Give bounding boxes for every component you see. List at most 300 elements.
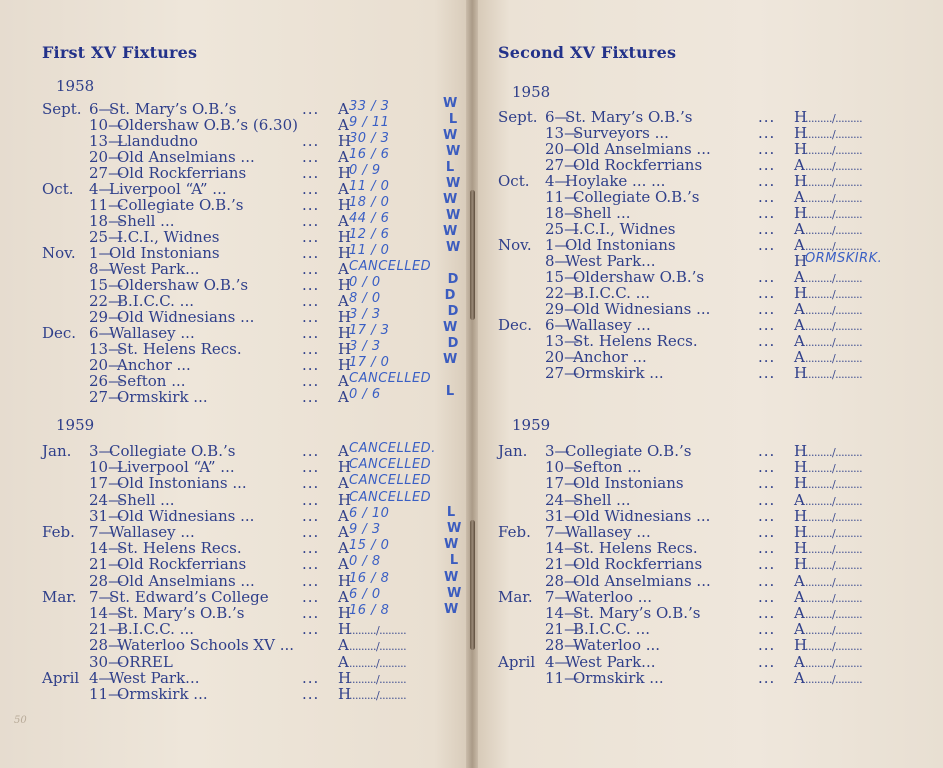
fixture-venue: H [794,555,808,574]
fixture-venue: H [794,284,808,302]
fixture-row [42,556,462,572]
fixture-venue: H [794,636,808,655]
fixture-month: Jan. [42,442,72,460]
fixture-row [498,589,898,605]
fixture-venue: A [794,668,805,687]
fixture-venue: A [794,300,805,318]
handwritten-result: 6 / 0 [349,586,381,602]
fixture-day: 28— [545,571,580,590]
result-blank-line: ........./......... [805,543,863,557]
result-letter: D [447,304,459,319]
fixture-row [498,189,898,205]
result-blank-line: ........./......... [349,624,407,638]
leader-dots: ... [302,587,320,606]
fixture-venue: A [338,506,349,525]
fixture-opponent: Old Instonians [109,244,220,262]
fixture-day: 13— [545,332,580,350]
fixture-row [42,670,462,686]
fixture-venue: A [338,292,349,310]
fixture-opponent: Old Widnesians ... [573,506,711,525]
fixture-opponent: Oldershaw O.B.’s [117,276,249,294]
fixture-row [498,125,898,141]
fixture-row [42,229,462,245]
result-letter: L [445,384,455,399]
fixture-day: 30— [89,652,124,671]
fixture-venue: A [338,180,349,198]
result-letter: L [449,553,459,569]
fixture-venue: A [794,236,805,254]
fixture-row [498,365,898,381]
fixture-venue: A [338,388,349,406]
handwritten-result: 9 / 3 [349,522,381,537]
result-letter: D [447,272,459,287]
fixture-row [498,109,898,125]
fixture-venue: H [338,571,352,590]
fixture-row [42,101,462,117]
fixture-venue: A [338,539,349,558]
fixture-opponent: Wallasey ... [109,324,195,342]
fixture-opponent: St. Helens Recs. [117,539,242,558]
leader-dots: ... [758,364,776,382]
fixture-row [42,373,462,389]
fixture-opponent: Old Instonians [565,236,676,254]
fixture-opponent: I.C.I., Widnes [573,220,676,238]
fixture-opponent: Wallasey ... [565,316,651,334]
fixture-month: April [42,668,80,687]
fixture-venue: A [794,316,805,334]
fixture-venue: A [338,442,349,460]
fixture-day: 20— [545,348,580,366]
fixture-month: Jan. [498,442,528,460]
fixture-day: 4— [89,668,114,687]
leader-dots: ... [758,571,776,590]
leader-dots: ... [758,172,776,190]
fixture-row [498,269,898,285]
fixture-day: 27— [545,364,580,382]
leader-dots: ... [302,100,320,118]
fixture-day: 6— [545,316,570,334]
fixture-opponent: Old Rockferrians [117,555,247,574]
first-xv-title: First XV Fixtures [42,43,198,62]
fixture-day: 4— [545,652,570,671]
handwritten-result: 18 / 0 [349,195,390,210]
leader-dots: ... [302,571,320,590]
handwritten-result: 17 / 0 [349,355,390,370]
fixture-day: 17— [545,474,580,493]
fixture-opponent: Old Rockferrians [117,164,247,182]
fixture-day: 10— [89,458,124,477]
leader-dots: ... [758,268,776,286]
fixture-day: 31— [545,506,580,525]
fixture-row [42,505,462,525]
booklet-spine [466,0,478,768]
fixture-day: 18— [545,204,580,222]
fixture-opponent: Ormskirk ... [117,388,208,406]
leader-dots: ... [302,340,320,358]
fixture-opponent: Sefton ... [117,372,186,390]
fixture-venue: H [338,196,352,214]
result-blank-line: ........./......... [805,608,863,621]
fixture-month: Sept. [498,108,538,126]
leader-dots: ... [302,228,320,246]
handwritten-result: 9 / 11 [349,115,390,130]
result-letter: D [447,336,459,351]
fixture-venue: H [794,140,808,158]
fixture-venue: A [794,571,805,590]
fixture-row [498,637,898,653]
fixture-day: 10— [545,458,580,477]
fixture-opponent: I.C.I., Widnes [117,228,220,246]
fixture-row [42,197,462,213]
fixture-opponent: Surveyors ... [573,124,669,142]
result-letter: L [445,160,455,175]
fixture-venue: A [338,523,349,541]
handwritten-result: 3 / 3 [349,307,381,322]
fixture-month: Mar. [498,587,533,606]
fixture-venue: A [338,212,349,230]
result-blank-line: ........./......... [805,304,863,317]
fixture-opponent: Collegiate O.B.’s [109,442,236,460]
fixture-row [42,524,462,540]
fixture-day: 21— [545,555,580,574]
leader-dots: ... [758,652,776,671]
handwritten-result: 12 / 6 [349,227,390,242]
leader-dots: ... [758,442,776,460]
fixture-venue: A [794,188,805,206]
fixture-row [42,686,462,702]
fixture-opponent: Shell ... [117,490,175,509]
fixture-opponent: Old Rockferrians [573,156,703,174]
fixture-row [498,540,898,556]
fixture-opponent: Liverpool “A” ... [109,180,227,198]
fixture-venue: H [338,276,352,294]
fixture-row [42,261,462,277]
fixture-day: 27— [545,156,580,174]
fixture-opponent: West Park... [109,260,200,278]
fixture-opponent: Shell ... [573,204,631,222]
result-blank-line: ........./......... [805,368,863,381]
result-letter: D [444,288,456,303]
result-letter: W [443,224,458,239]
fixture-opponent: Old Anselmians ... [573,140,711,158]
fixture-venue: H [794,458,808,477]
fixture-venue: H [338,324,352,342]
fixture-opponent: Old Widnesians ... [117,308,255,326]
handwritten-result: 16 / 8 [349,603,390,618]
fixture-venue: H [794,108,808,126]
result-blank-line: ........./......... [805,288,863,301]
fixture-opponent: West Park... [565,652,656,671]
fixture-opponent: Collegiate O.B.’s [565,442,692,460]
fixture-day: 13— [89,132,124,150]
fixture-day: 24— [89,490,124,509]
fixture-opponent: St. Helens Recs. [573,539,698,558]
fixture-row [498,524,898,540]
result-letter: L [446,504,456,520]
second-xv-year-1959: 1959 [512,416,551,434]
leader-dots: ... [302,260,320,278]
fixture-venue: A [794,652,805,671]
result-blank-line: ........./......... [805,672,863,686]
fixture-opponent: Oldershaw O.B.’s (6.30) [117,116,298,134]
fixture-row [498,605,898,621]
fixture-opponent: St. Helens Recs. [117,340,242,358]
leader-dots: ... [302,292,320,310]
fixture-day: 26— [89,372,124,390]
fixture-day: 15— [89,276,124,294]
fixture-venue: H [338,340,352,358]
fixture-day: 3— [545,442,570,460]
leader-dots: ... [758,220,776,238]
fixture-row [42,133,462,149]
fixture-opponent: Old Anselmians ... [117,571,255,590]
result-letter: W [446,240,461,255]
fixture-venue: A [338,148,349,166]
fixture-row [498,141,898,157]
fixture-day: 14— [89,539,124,558]
fixture-day: 22— [89,292,124,310]
result-blank-line: ........./......... [805,272,863,285]
fixture-venue: H [794,204,808,222]
fixture-opponent: Waterloo ... [565,587,653,606]
leader-dots: ... [302,356,320,374]
fixture-day: 21— [89,620,124,639]
fixture-row [498,285,898,301]
fixture-opponent: Sefton ... [573,458,642,477]
handwritten-result: 8 / 0 [349,291,381,306]
leader-dots: ... [302,388,320,406]
fixture-venue: H [338,490,352,509]
handwritten-result: CANCELLED [349,371,432,386]
fixture-opponent: Llandudno [117,132,198,150]
fixture-row [42,621,462,637]
leader-dots: ... [758,636,776,655]
fixture-day: 20— [89,148,124,166]
fixture-row [498,443,898,459]
fixture-venue: A [338,652,349,671]
result-blank-line: ........./......... [349,689,407,702]
leader-dots: ... [758,204,776,222]
fixture-row [42,637,462,653]
fixture-venue: H [794,172,808,190]
leader-dots: ... [302,324,320,342]
handwritten-result: 17 / 3 [349,323,390,338]
fixture-venue: H [338,458,352,477]
fixture-venue: H [338,132,352,150]
fixture-opponent: Wallasey ... [565,523,651,541]
fixture-day: 22— [545,284,580,302]
fixture-month: April [498,652,536,671]
fixture-opponent: Liverpool “A” ... [117,458,235,477]
fixture-day: 7— [545,587,570,606]
leader-dots: ... [302,506,320,525]
fixture-venue: H [338,668,352,687]
leader-dots: ... [302,212,320,230]
fixture-day: 11— [545,188,580,206]
fixture-month: Nov. [498,236,532,254]
result-blank-line: ........./......... [805,656,863,670]
fixture-day: 11— [89,196,124,214]
fixture-venue: A [794,587,805,606]
fixture-row [498,333,898,349]
fixture-venue: H [338,685,352,703]
result-blank-line: ........./......... [805,160,863,173]
result-letter: W [447,585,462,601]
fixture-venue: A [794,220,805,238]
handwritten-result: 16 / 8 [349,570,390,586]
fixture-venue: A [338,587,349,606]
result-letter: W [447,521,462,536]
fixture-venue: H [338,620,352,639]
leader-dots: ... [758,108,776,126]
handwritten-result: CANCELLED [349,489,432,505]
handwritten-result: 6 / 10 [349,505,390,521]
fixture-day: 29— [89,308,124,326]
fixture-row [42,149,462,165]
result-letter: L [448,112,458,127]
fixture-row [498,670,898,686]
fixture-opponent: Old Widnesians ... [573,300,711,318]
leader-dots: ... [302,372,320,390]
second-xv-title: Second XV Fixtures [498,43,677,62]
leader-dots: ... [758,474,776,493]
fixture-venue: H [794,474,808,493]
fixture-opponent: Waterloo Schools XV ... [117,636,295,655]
fixture-row [498,492,898,508]
result-blank-line: ........./......... [805,112,863,125]
fixture-opponent: Collegiate O.B.’s [573,188,700,206]
leader-dots: ... [302,180,320,198]
result-blank-line: ........./......... [805,336,863,349]
fixture-venue: A [338,372,349,390]
fixture-day: 28— [89,571,124,590]
fixture-venue: H [794,506,808,525]
fixture-opponent: Oldershaw O.B.’s [573,268,705,286]
fixture-venue: A [338,474,349,493]
fixture-venue: A [794,156,805,174]
fixture-day: 13— [89,340,124,358]
fixture-day: 20— [545,140,580,158]
leader-dots: ... [758,523,776,541]
fixture-opponent: Anchor ... [117,356,191,374]
fixture-row [42,489,462,509]
fixture-row [42,165,462,181]
fixture-opponent: Wallasey ... [109,523,195,541]
result-letter: W [446,144,461,159]
result-blank-line: ........./......... [805,527,863,540]
fixture-row [42,117,462,133]
corner-pencil-note: 50 [14,715,27,726]
fixture-venue: H [338,356,352,374]
leader-dots: ... [302,490,320,509]
leader-dots: ... [302,604,320,622]
fixture-venue: A [794,490,805,509]
fixture-row [42,277,462,293]
fixture-row [42,309,462,325]
fixture-opponent: West Park... [565,252,656,270]
handwritten-result: 0 / 6 [349,387,381,402]
fixture-venue: A [338,260,349,278]
lower-staple [470,520,475,650]
fixture-venue: H [794,124,808,142]
fixture-row [498,508,898,524]
fixture-venue: A [794,268,805,286]
fixture-row [498,157,898,173]
result-blank-line: ........./......... [805,510,863,524]
fixture-row [42,181,462,197]
leader-dots: ... [758,506,776,525]
result-letter: W [443,352,458,367]
fixture-day: 28— [545,636,580,655]
fixture-row [498,654,898,670]
fixture-month: Feb. [42,523,75,541]
leader-dots: ... [302,276,320,294]
fixture-opponent: St. Mary’s O.B.’s [109,100,237,118]
leader-dots: ... [302,668,320,687]
fixture-row [498,317,898,333]
leader-dots: ... [758,140,776,158]
result-blank-line: ........./......... [805,478,863,492]
leader-dots: ... [758,555,776,574]
leader-dots: ... [758,284,776,302]
fixture-day: 4— [545,172,570,190]
fixture-opponent: Shell ... [117,212,175,230]
fixture-day: 13— [545,124,580,142]
leader-dots: ... [302,555,320,574]
fixture-row [498,221,898,237]
handwritten-result: 0 / 0 [349,275,381,290]
fixture-row [498,301,898,317]
first-xv-year-1959: 1959 [56,416,95,434]
handwritten-result: ORMSKIRK. [805,251,883,266]
upper-staple [470,190,475,320]
fixture-day: 27— [89,388,124,406]
fixture-opponent: Old Anselmians ... [573,571,711,590]
fixture-row [42,325,462,341]
fixture-row [42,213,462,229]
fixture-row [498,349,898,365]
leader-dots: ... [758,332,776,350]
fixture-row [42,605,462,621]
fixture-month: Mar. [42,587,77,606]
fixture-day: 6— [89,324,114,342]
fixture-day: 1— [545,236,570,254]
leader-dots: ... [758,188,776,206]
result-letter: W [444,602,459,617]
fixture-row [42,293,462,309]
fixture-row [42,341,462,357]
leader-dots: ... [302,474,320,493]
fixture-month: Nov. [42,244,76,262]
fixture-venue: A [338,555,349,574]
leader-dots: ... [302,685,320,703]
fixture-day: 1— [89,244,114,262]
fixture-day: 6— [545,108,570,126]
fixture-opponent: Old Anselmians ... [117,148,255,166]
fixture-venue: H [794,442,808,460]
fixture-venue: A [794,604,805,622]
handwritten-result: CANCELLED. [349,441,436,456]
fixture-opponent: Old Instonians ... [117,474,247,493]
fixture-venue: A [794,332,805,350]
fixture-row [498,573,898,589]
fixture-opponent: St. Edward’s College [109,587,269,606]
result-blank-line: ........./......... [349,656,407,670]
fixture-month: Sept. [42,100,82,118]
handwritten-result: 44 / 6 [349,211,390,226]
leader-dots: ... [758,124,776,142]
handwritten-result: 0 / 8 [349,554,381,570]
